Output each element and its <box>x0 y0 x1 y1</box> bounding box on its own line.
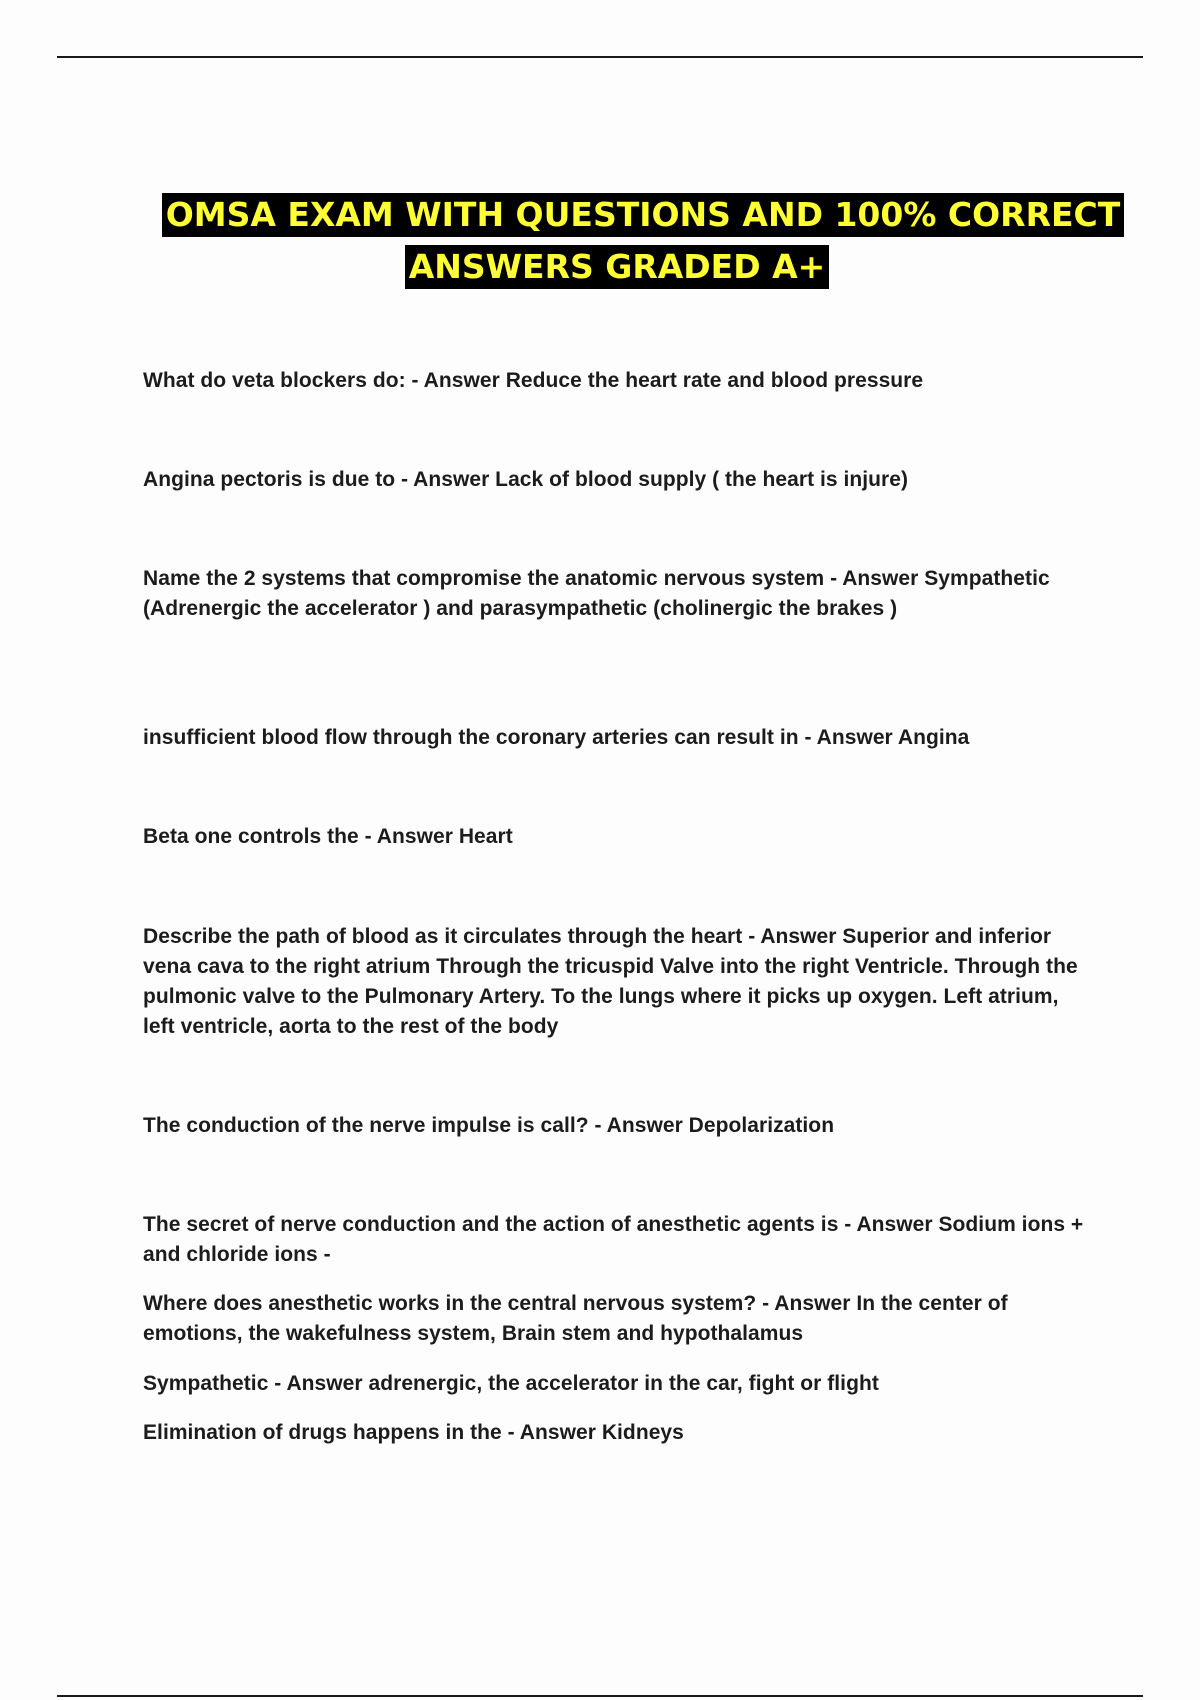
bottom-rule <box>57 1695 1143 1697</box>
qa-item: The conduction of the nerve impulse is call? - Answer Depolarization <box>143 1114 835 1137</box>
qa-item: Describe the path of blood as it circulates through the heart - Answer Superior and inferior vena cava to the right atrium Through the tricuspid Valve into the right Ventricle. Through the pulmonic valve to the Pulmonary Artery. To the lungs where it picks up oxygen. Left atrium, left ventricle, aorta to the rest of the body <box>143 925 1078 1038</box>
qa-item: Elimination of drugs happens in the - Answer Kidneys <box>143 1421 684 1444</box>
top-rule <box>57 56 1143 58</box>
qa-item: Angina pectoris is due to - Answer Lack of blood supply ( the heart is injure) <box>143 468 909 491</box>
qa-item: Sympathetic - Answer adrenergic, the accelerator in the car, fight or flight <box>143 1372 879 1395</box>
title-line-1: OMSA EXAM WITH QUESTIONS AND 100% CORRECT <box>162 193 1125 237</box>
title-line-2: ANSWERS GRADED A+ <box>405 245 830 289</box>
qa-item: What do veta blockers do: - Answer Reduce the heart rate and blood pressure <box>143 369 924 392</box>
qa-item: insufficient blood flow through the coronary arteries can result in - Answer Angina <box>143 726 970 749</box>
qa-item: The secret of nerve conduction and the action of anesthetic agents is - Answer Sodium ions + and chloride ions - <box>143 1213 1084 1266</box>
qa-item: Where does anesthetic works in the central nervous system? - Answer In the center of emotions, the wakefulness system, Brain stem and hypothalamus <box>143 1292 1008 1345</box>
qa-item: Name the 2 systems that compromise the anatomic nervous system - Answer Sympathetic (Adrenergic the accelerator ) and parasympathetic (cholinergic the brakes ) <box>143 567 1050 620</box>
qa-item: Beta one controls the - Answer Heart <box>143 825 513 848</box>
document-title <box>0 193 1200 289</box>
